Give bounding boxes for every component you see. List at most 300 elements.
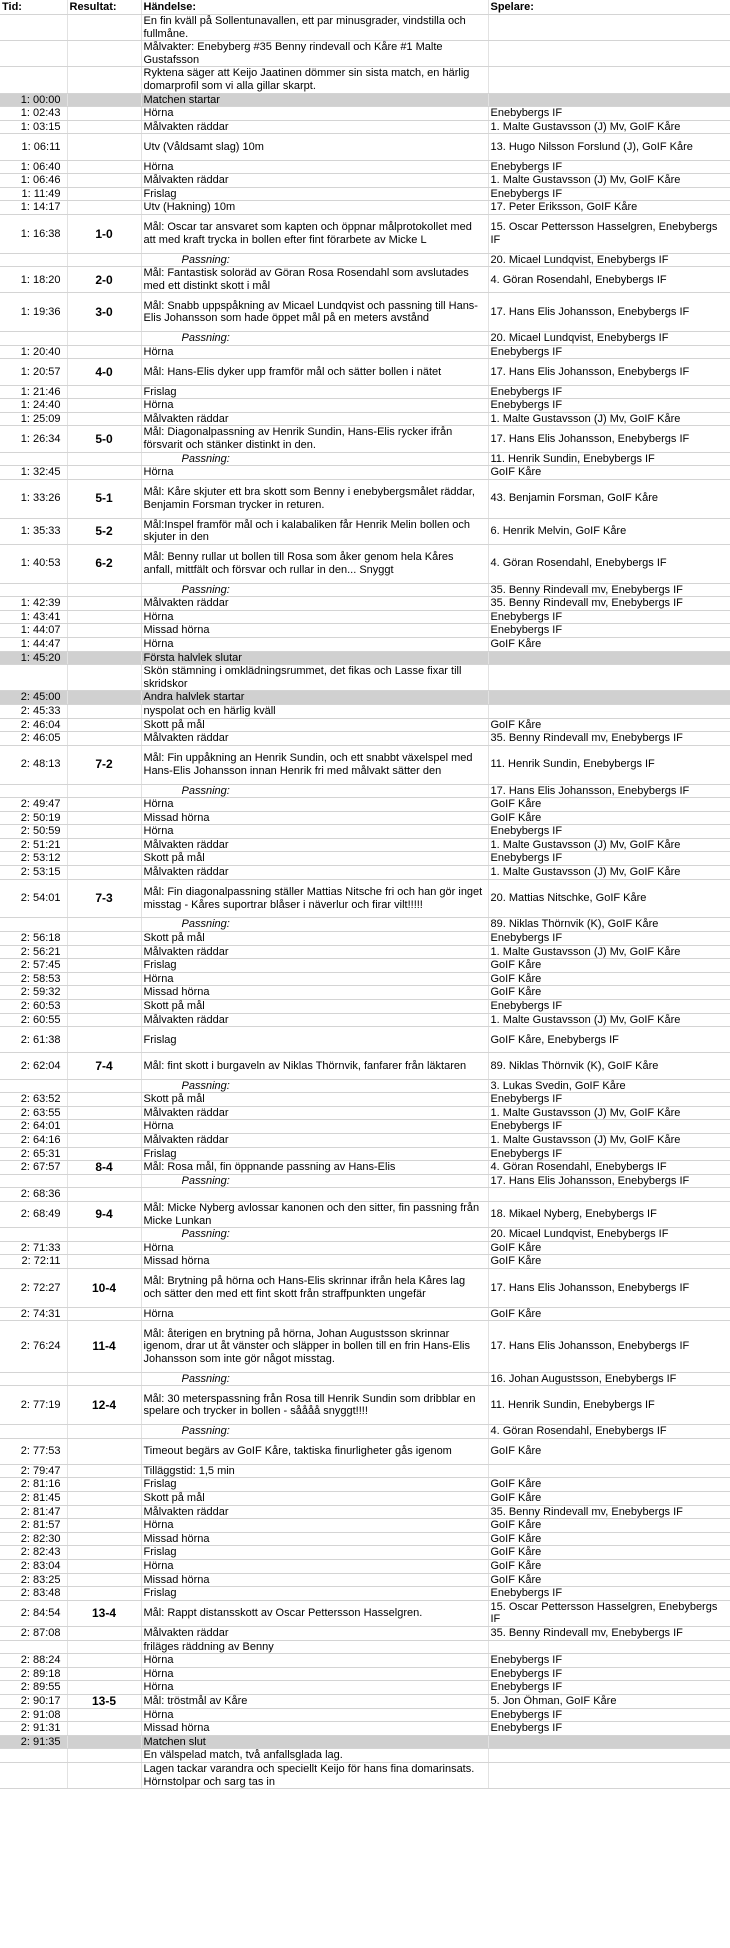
event-cell: Skott på mål <box>141 932 488 946</box>
event-cell: Andra halvlek startar <box>141 691 488 705</box>
assist-row <box>0 784 730 798</box>
player-cell: 1. Malte Gustavsson (J) Mv, GoIF Kåre <box>488 1133 730 1147</box>
table-row <box>0 1573 730 1587</box>
player-cell: Enebybergs IF <box>488 825 730 839</box>
result-cell <box>67 838 141 852</box>
table-row <box>0 15 730 41</box>
time-cell: 1: 26:34 <box>0 426 67 452</box>
assist-row <box>0 1079 730 1093</box>
time-cell <box>0 41 67 67</box>
time-cell: 2: 54:01 <box>0 879 67 918</box>
player-cell: Enebybergs IF <box>488 187 730 201</box>
time-cell: 2: 61:38 <box>0 1027 67 1053</box>
event-cell: Hörna <box>141 107 488 121</box>
player-cell: 4. Göran Rosendahl, Enebybergs IF <box>488 1161 730 1175</box>
player-cell: Enebybergs IF <box>488 385 730 399</box>
player-cell: 4. Göran Rosendahl, Enebybergs IF <box>488 544 730 583</box>
table-row <box>0 932 730 946</box>
player-cell: 1. Malte Gustavsson (J) Mv, GoIF Kåre <box>488 412 730 426</box>
player-cell: 17. Hans Elis Johansson, Enebybergs IF <box>488 293 730 332</box>
time-cell: 2: 84:54 <box>0 1600 67 1626</box>
player-cell: 18. Mikael Nyberg, Enebybergs IF <box>488 1201 730 1227</box>
player-cell: 35. Benny Rindevall mv, Enebybergs IF <box>488 597 730 611</box>
result-cell <box>67 134 141 160</box>
section-row <box>0 691 730 705</box>
table-row <box>0 704 730 718</box>
event-cell: Målvakten räddar <box>141 120 488 134</box>
event-cell: Mål: Diagonalpassning av Henrik Sundin, Hans-Elis rycker ifrån försvarit och stänker distinkt in den. <box>141 426 488 452</box>
table-row <box>0 610 730 624</box>
player-cell <box>488 1749 730 1763</box>
result-cell: 11-4 <box>67 1321 141 1372</box>
player-cell <box>488 1464 730 1478</box>
table-row <box>0 597 730 611</box>
player-cell: Enebybergs IF <box>488 1667 730 1681</box>
event-cell: Målvakten räddar <box>141 1013 488 1027</box>
result-cell <box>67 1519 141 1533</box>
player-cell: GoIF Kåre <box>488 1560 730 1574</box>
table-body <box>0 15 730 1789</box>
table-row <box>0 293 730 332</box>
table-row <box>0 798 730 812</box>
table-row <box>0 267 730 293</box>
event-cell: Hörna <box>141 1681 488 1695</box>
event-cell: Mål: Benny rullar ut bollen till Rosa som åker genom hela Kåres anfall, mittfält och försvar och rullar in den... Snyggt <box>141 544 488 583</box>
player-cell: 11. Henrik Sundin, Enebybergs IF <box>488 745 730 784</box>
table-row <box>0 518 730 544</box>
event-cell: Målvakten räddar <box>141 838 488 852</box>
time-cell: 1: 43:41 <box>0 610 67 624</box>
time-cell: 2: 53:15 <box>0 866 67 880</box>
result-cell: 7-3 <box>67 879 141 918</box>
player-cell: 35. Benny Rindevall mv, Enebybergs IF <box>488 732 730 746</box>
result-cell <box>67 852 141 866</box>
table-row <box>0 107 730 121</box>
time-cell: 1: 16:38 <box>0 214 67 253</box>
result-cell <box>67 120 141 134</box>
event-cell: Mål: Oscar tar ansvaret som kapten och öppnar målprotokollet med att med kraft trycka in bollen efter fint förarbete av Micke L <box>141 214 488 253</box>
assist-row <box>0 1174 730 1188</box>
result-cell <box>67 1255 141 1269</box>
event-cell: Frislag <box>141 1546 488 1560</box>
time-cell: 2: 45:33 <box>0 704 67 718</box>
table-row <box>0 1093 730 1107</box>
time-cell: 2: 64:16 <box>0 1133 67 1147</box>
time-cell: 1: 25:09 <box>0 412 67 426</box>
time-cell: 1: 06:40 <box>0 160 67 174</box>
table-row <box>0 1546 730 1560</box>
table-row <box>0 174 730 188</box>
time-cell: 2: 74:31 <box>0 1307 67 1321</box>
time-cell <box>0 1762 67 1788</box>
result-cell <box>67 665 141 691</box>
player-cell <box>488 704 730 718</box>
player-cell: 35. Benny Rindevall mv, Enebybergs IF <box>488 1626 730 1640</box>
result-cell <box>67 972 141 986</box>
table-row <box>0 1161 730 1175</box>
player-cell: Enebybergs IF <box>488 1147 730 1161</box>
player-cell: 20. Micael Lundqvist, Enebybergs IF <box>488 332 730 346</box>
time-cell: 2: 82:43 <box>0 1546 67 1560</box>
time-cell: 2: 60:55 <box>0 1013 67 1027</box>
event-cell: Målvakten räddar <box>141 1505 488 1519</box>
table-row <box>0 1492 730 1506</box>
event-cell <box>141 1188 488 1202</box>
result-cell <box>67 41 141 67</box>
result-cell: 12-4 <box>67 1386 141 1425</box>
event-cell: Hörna <box>141 345 488 359</box>
player-cell: 17. Hans Elis Johansson, Enebybergs IF <box>488 1268 730 1307</box>
table-row <box>0 1106 730 1120</box>
player-cell: Enebybergs IF <box>488 1722 730 1736</box>
table-row <box>0 811 730 825</box>
event-cell: Matchen slut <box>141 1735 488 1749</box>
event-cell: Passning: <box>141 1228 488 1242</box>
player-cell: 1. Malte Gustavsson (J) Mv, GoIF Kåre <box>488 945 730 959</box>
event-cell: Mål: Fin uppåkning an Henrik Sundin, och ett snabbt växelspel med Hans-Elis Johansson innan Henrik fri med målvakt sätter den <box>141 745 488 784</box>
event-cell: Tilläggstid: 1,5 min <box>141 1464 488 1478</box>
time-cell: 2: 71:33 <box>0 1241 67 1255</box>
table-row <box>0 187 730 201</box>
time-cell: 1: 00:00 <box>0 93 67 107</box>
event-cell: Passning: <box>141 1079 488 1093</box>
time-cell: 1: 44:47 <box>0 637 67 651</box>
event-cell: Målvakten räddar <box>141 174 488 188</box>
table-row <box>0 745 730 784</box>
event-cell: Målvakter: Enebyberg #35 Benny rindevall och Kåre #1 Malte Gustafsson <box>141 41 488 67</box>
event-cell: Mål: 30 meterspassning från Rosa till Henrik Sundin som dribblar en spelare och trycker in bollen - såååå snyggt!!!! <box>141 1386 488 1425</box>
player-cell: 17. Hans Elis Johansson, Enebybergs IF <box>488 784 730 798</box>
table-row <box>0 544 730 583</box>
section-row <box>0 1735 730 1749</box>
result-cell <box>67 1120 141 1134</box>
table-row <box>0 1321 730 1372</box>
result-cell <box>67 811 141 825</box>
player-cell: 20. Mattias Nitschke, GoIF Kåre <box>488 879 730 918</box>
time-cell: 2: 56:18 <box>0 932 67 946</box>
result-cell <box>67 1228 141 1242</box>
player-cell: GoIF Kåre <box>488 1492 730 1506</box>
result-cell <box>67 160 141 174</box>
player-cell: 1. Malte Gustavsson (J) Mv, GoIF Kåre <box>488 1106 730 1120</box>
event-cell: Målvakten räddar <box>141 866 488 880</box>
event-cell: Frislag <box>141 187 488 201</box>
time-cell: 2: 63:55 <box>0 1106 67 1120</box>
table-row <box>0 1626 730 1640</box>
time-cell: 1: 19:36 <box>0 293 67 332</box>
time-cell: 2: 72:11 <box>0 1255 67 1269</box>
result-cell: 5-0 <box>67 426 141 452</box>
table-row <box>0 1532 730 1546</box>
time-cell: 2: 59:32 <box>0 986 67 1000</box>
event-cell: Mål:Inspel framför mål och i kalabaliken får Henrik Melin bollen och skjuter in den <box>141 518 488 544</box>
result-cell <box>67 1532 141 1546</box>
result-cell <box>67 1438 141 1464</box>
event-cell: friläges räddning av Benny <box>141 1640 488 1654</box>
table-row <box>0 1201 730 1227</box>
time-cell: 1: 03:15 <box>0 120 67 134</box>
section-row <box>0 651 730 665</box>
event-cell: Timeout begärs av GoIF Kåre, taktiska finurligheter gås igenom <box>141 1438 488 1464</box>
player-cell: GoIF Kåre <box>488 466 730 480</box>
header-player: Spelare: <box>488 0 730 15</box>
result-cell <box>67 1654 141 1668</box>
result-cell: 8-4 <box>67 1161 141 1175</box>
table-row <box>0 1505 730 1519</box>
time-cell: 1: 40:53 <box>0 544 67 583</box>
table-row <box>0 1386 730 1425</box>
player-cell: 3. Lukas Svedin, GoIF Kåre <box>488 1079 730 1093</box>
player-cell: GoIF Kåre <box>488 1307 730 1321</box>
table-row <box>0 201 730 215</box>
event-cell: Utv (Hakning) 10m <box>141 201 488 215</box>
player-cell: Enebybergs IF <box>488 160 730 174</box>
time-cell: 2: 88:24 <box>0 1654 67 1668</box>
table-row <box>0 959 730 973</box>
table-row <box>0 637 730 651</box>
player-cell: 6. Henrik Melvin, GoIF Kåre <box>488 518 730 544</box>
result-cell <box>67 1106 141 1120</box>
time-cell: 2: 65:31 <box>0 1147 67 1161</box>
table-row <box>0 1667 730 1681</box>
result-cell: 2-0 <box>67 267 141 293</box>
result-cell: 6-2 <box>67 544 141 583</box>
result-cell <box>67 1147 141 1161</box>
section-row <box>0 93 730 107</box>
result-cell <box>67 1546 141 1560</box>
assist-row <box>0 452 730 466</box>
event-cell: En välspelad match, två anfallsglada lag. <box>141 1749 488 1763</box>
player-cell: Enebybergs IF <box>488 1093 730 1107</box>
table-row <box>0 412 730 426</box>
table-row <box>0 466 730 480</box>
table-row <box>0 866 730 880</box>
result-cell <box>67 932 141 946</box>
assist-row <box>0 1425 730 1439</box>
time-cell <box>0 332 67 346</box>
player-cell: 17. Peter Eriksson, GoIF Kåre <box>488 201 730 215</box>
table-row <box>0 879 730 918</box>
result-cell <box>67 332 141 346</box>
player-cell: Enebybergs IF <box>488 345 730 359</box>
event-cell: Frislag <box>141 1587 488 1601</box>
time-cell: 2: 79:47 <box>0 1464 67 1478</box>
event-cell: Missad hörna <box>141 1722 488 1736</box>
event-cell: Frislag <box>141 1147 488 1161</box>
player-cell: 20. Micael Lundqvist, Enebybergs IF <box>488 1228 730 1242</box>
event-cell: Passning: <box>141 1425 488 1439</box>
event-cell: Missad hörna <box>141 1573 488 1587</box>
table-row <box>0 214 730 253</box>
time-cell: 1: 02:43 <box>0 107 67 121</box>
time-cell: 2: 50:59 <box>0 825 67 839</box>
time-cell <box>0 1425 67 1439</box>
time-cell <box>0 1372 67 1386</box>
time-cell: 2: 83:25 <box>0 1573 67 1587</box>
player-cell: 35. Benny Rindevall mv, Enebybergs IF <box>488 583 730 597</box>
event-cell: Hörna <box>141 637 488 651</box>
player-cell: GoIF Kåre <box>488 1241 730 1255</box>
event-cell: Missad hörna <box>141 811 488 825</box>
event-cell: Hörna <box>141 1519 488 1533</box>
event-cell: Mål: Rappt distansskott av Oscar Pettersson Hasselgren. <box>141 1600 488 1626</box>
table-row <box>0 1560 730 1574</box>
event-cell: Mål: Fantastisk soloräd av Göran Rosa Rosendahl som avslutades med ett distinkt skott i mål <box>141 267 488 293</box>
player-cell: Enebybergs IF <box>488 1681 730 1695</box>
time-cell: 2: 87:08 <box>0 1626 67 1640</box>
event-cell: Skott på mål <box>141 718 488 732</box>
table-row <box>0 624 730 638</box>
result-cell <box>67 93 141 107</box>
event-cell: Frislag <box>141 1027 488 1053</box>
result-cell <box>67 825 141 839</box>
assist-row <box>0 1372 730 1386</box>
header-time: Tid: <box>0 0 67 15</box>
event-cell: Hörna <box>141 160 488 174</box>
result-cell <box>67 1133 141 1147</box>
table-row <box>0 1013 730 1027</box>
event-cell: nyspolat och en härlig kväll <box>141 704 488 718</box>
event-cell: Utv (Våldsamt slag) 10m <box>141 134 488 160</box>
time-cell: 1: 24:40 <box>0 399 67 413</box>
time-cell: 1: 32:45 <box>0 466 67 480</box>
result-cell <box>67 1093 141 1107</box>
time-cell: 1: 06:46 <box>0 174 67 188</box>
header-event: Händelse: <box>141 0 488 15</box>
event-cell: Hörna <box>141 610 488 624</box>
event-cell: Passning: <box>141 784 488 798</box>
event-cell: Mål: Rosa mål, fin öppnande passning av Hans-Elis <box>141 1161 488 1175</box>
event-cell: Skott på mål <box>141 1000 488 1014</box>
event-cell: Passning: <box>141 452 488 466</box>
time-cell <box>0 784 67 798</box>
assist-row <box>0 918 730 932</box>
result-cell <box>67 1464 141 1478</box>
player-cell: GoIF Kåre, Enebybergs IF <box>488 1027 730 1053</box>
event-cell: Målvakten räddar <box>141 597 488 611</box>
event-cell: Matchen startar <box>141 93 488 107</box>
player-cell: GoIF Kåre <box>488 1478 730 1492</box>
time-cell: 1: 45:20 <box>0 651 67 665</box>
player-cell: GoIF Kåre <box>488 718 730 732</box>
player-cell: 16. Johan Augustsson, Enebybergs IF <box>488 1372 730 1386</box>
table-row <box>0 1681 730 1695</box>
result-cell <box>67 1000 141 1014</box>
time-cell <box>0 583 67 597</box>
player-cell: 89. Niklas Thörnvik (K), GoIF Kåre <box>488 1053 730 1079</box>
result-cell: 7-4 <box>67 1053 141 1079</box>
time-cell: 1: 35:33 <box>0 518 67 544</box>
time-cell: 1: 20:40 <box>0 345 67 359</box>
player-cell: 13. Hugo Nilsson Forslund (J), GoIF Kåre <box>488 134 730 160</box>
event-cell: Mål: tröstmål av Kåre <box>141 1694 488 1708</box>
player-cell: Enebybergs IF <box>488 1000 730 1014</box>
result-cell <box>67 610 141 624</box>
time-cell: 2: 77:19 <box>0 1386 67 1425</box>
table-row <box>0 359 730 385</box>
result-cell: 1-0 <box>67 214 141 253</box>
result-cell: 9-4 <box>67 1201 141 1227</box>
result-cell: 13-4 <box>67 1600 141 1626</box>
player-cell: GoIF Kåre <box>488 637 730 651</box>
result-cell <box>67 718 141 732</box>
time-cell: 1: 11:49 <box>0 187 67 201</box>
result-cell: 13-5 <box>67 1694 141 1708</box>
time-cell: 2: 81:45 <box>0 1492 67 1506</box>
result-cell <box>67 866 141 880</box>
player-cell: 1. Malte Gustavsson (J) Mv, GoIF Kåre <box>488 174 730 188</box>
event-cell: Hörna <box>141 1654 488 1668</box>
result-cell <box>67 959 141 973</box>
time-cell <box>0 253 67 267</box>
event-cell: Missad hörna <box>141 624 488 638</box>
result-cell: 5-1 <box>67 479 141 518</box>
table-row <box>0 732 730 746</box>
table-row <box>0 1188 730 1202</box>
player-cell: 4. Göran Rosendahl, Enebybergs IF <box>488 267 730 293</box>
player-cell: GoIF Kåre <box>488 811 730 825</box>
result-cell <box>67 1708 141 1722</box>
time-cell <box>0 918 67 932</box>
result-cell <box>67 253 141 267</box>
result-cell <box>67 691 141 705</box>
table-row <box>0 385 730 399</box>
result-cell <box>67 986 141 1000</box>
event-cell: Hörna <box>141 1307 488 1321</box>
time-cell <box>0 1079 67 1093</box>
time-cell: 1: 14:17 <box>0 201 67 215</box>
player-cell: 35. Benny Rindevall mv, Enebybergs IF <box>488 1505 730 1519</box>
result-cell <box>67 466 141 480</box>
time-cell: 2: 81:16 <box>0 1478 67 1492</box>
result-cell <box>67 385 141 399</box>
table-row <box>0 1027 730 1053</box>
player-cell: 1. Malte Gustavsson (J) Mv, GoIF Kåre <box>488 866 730 880</box>
time-cell <box>0 1174 67 1188</box>
player-cell: GoIF Kåre <box>488 1255 730 1269</box>
time-cell: 2: 51:21 <box>0 838 67 852</box>
table-row <box>0 1654 730 1668</box>
result-cell <box>67 704 141 718</box>
table-row <box>0 986 730 1000</box>
result-cell <box>67 651 141 665</box>
time-cell: 2: 91:31 <box>0 1722 67 1736</box>
player-cell: 1. Malte Gustavsson (J) Mv, GoIF Kåre <box>488 120 730 134</box>
result-cell <box>67 15 141 41</box>
result-cell <box>67 732 141 746</box>
event-cell: Skön stämning i omklädningsrummet, det fikas och Lasse fixar till skridskor <box>141 665 488 691</box>
event-cell: Missad hörna <box>141 1532 488 1546</box>
table-row <box>0 67 730 93</box>
table-row <box>0 665 730 691</box>
result-cell <box>67 174 141 188</box>
event-cell: En fin kväll på Sollentunavallen, ett par minusgrader, vindstilla och fullmåne. <box>141 15 488 41</box>
table-row <box>0 160 730 174</box>
table-row <box>0 1241 730 1255</box>
time-cell: 2: 81:47 <box>0 1505 67 1519</box>
player-cell: GoIF Kåre <box>488 798 730 812</box>
event-cell: Mål: fint skott i burgaveln av Niklas Thörnvik, fanfarer från läktaren <box>141 1053 488 1079</box>
player-cell <box>488 691 730 705</box>
event-cell: Missad hörna <box>141 986 488 1000</box>
event-cell: Hörna <box>141 825 488 839</box>
table-row <box>0 1147 730 1161</box>
event-cell: Hörna <box>141 1560 488 1574</box>
result-cell: 5-2 <box>67 518 141 544</box>
player-cell: 11. Henrik Sundin, Enebybergs IF <box>488 1386 730 1425</box>
table-row <box>0 399 730 413</box>
table-row <box>0 1000 730 1014</box>
